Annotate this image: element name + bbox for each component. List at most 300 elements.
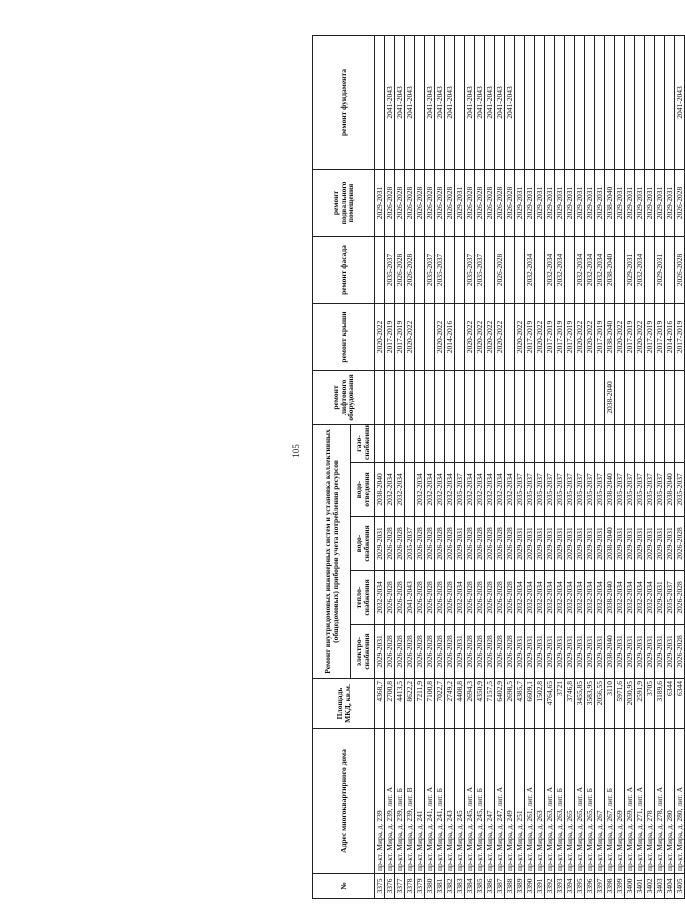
cell-address: пр-кт. Мира, д. 267: [595, 729, 605, 874]
cell-area: 4764,65: [545, 679, 555, 729]
cell-foundation: [645, 35, 655, 169]
cell-area: 4408,8: [455, 679, 465, 729]
cell-foundation: 2041-2043: [425, 35, 435, 169]
cell-elevator: [615, 370, 625, 424]
cell-drainage: 2038-2040: [605, 463, 615, 517]
table-row: [515, 35, 525, 898]
cell-gas: [555, 424, 565, 462]
cell-basement: 2026-2028: [495, 169, 505, 236]
cell-roof: 2014-2016: [665, 303, 675, 370]
cell-electro: 2026-2028: [405, 625, 415, 679]
cell-foundation: 2041-2043: [445, 35, 455, 169]
cell-elevator: [375, 370, 385, 424]
cell-foundation: 2041-2043: [465, 35, 475, 169]
cell-water: 2029-2031: [375, 517, 385, 571]
cell-electro: 2029-2031: [615, 625, 625, 679]
cell-heat: 2026-2028: [425, 571, 435, 625]
cell-facade: 2035-2037: [475, 236, 485, 303]
cell-num: 3401: [635, 874, 645, 899]
cell-gas: [605, 424, 615, 462]
cell-water: 2029-2031: [555, 517, 565, 571]
cell-drainage: 2035-2037: [645, 463, 655, 517]
cell-roof: 2020-2022: [465, 303, 475, 370]
table-row: [505, 35, 515, 898]
table-row: [375, 35, 385, 898]
cell-foundation: [605, 35, 615, 169]
cell-drainage: 2032-2034: [435, 463, 445, 517]
cell-num: 3393: [555, 874, 565, 899]
cell-drainage: [405, 463, 415, 517]
cell-address: пр-кт. Мира, д. 245, лит. А: [465, 729, 475, 874]
cell-roof: 2017-2019: [645, 303, 655, 370]
cell-drainage: 2032-2034: [495, 463, 505, 517]
cell-drainage: 2035-2037: [535, 463, 545, 517]
cell-num: 3399: [615, 874, 625, 899]
cell-area: 6344: [675, 679, 685, 729]
cell-roof: 2017-2019: [525, 303, 535, 370]
cell-water: 2029-2031: [655, 517, 665, 571]
cell-electro: 2026-2028: [395, 625, 405, 679]
header-basement: ремонт подвального помещения: [313, 169, 375, 236]
cell-electro: 2029-2031: [635, 625, 645, 679]
cell-gas: [665, 424, 675, 462]
cell-num: 3383: [455, 874, 465, 899]
cell-area: 3110: [605, 679, 615, 729]
cell-facade: 2026-2028: [395, 236, 405, 303]
cell-facade: 2038-2040: [605, 236, 615, 303]
cell-num: 3396: [585, 874, 595, 899]
cell-heat: 2032-2034: [575, 571, 585, 625]
cell-elevator: [675, 370, 685, 424]
cell-basement: 2029-2031: [615, 169, 625, 236]
cell-drainage: 2035-2037: [525, 463, 535, 517]
cell-elevator: [425, 370, 435, 424]
cell-drainage: 2035-2037: [565, 463, 575, 517]
cell-electro: 2029-2031: [455, 625, 465, 679]
cell-area: 2700,8: [385, 679, 395, 729]
cell-num: 3390: [525, 874, 535, 899]
table-body: [375, 35, 685, 898]
cell-num: 3400: [625, 874, 635, 899]
cell-water: 2029-2031: [565, 517, 575, 571]
cell-drainage: 2032-2034: [465, 463, 475, 517]
cell-elevator: [485, 370, 495, 424]
cell-foundation: [535, 35, 545, 169]
cell-elevator: [405, 370, 415, 424]
table-row: [665, 35, 675, 898]
cell-foundation: [515, 35, 525, 169]
cell-facade: [485, 236, 495, 303]
cell-roof: 2017-2019: [545, 303, 555, 370]
cell-area: 3721: [555, 679, 565, 729]
cell-drainage: 2035-2037: [515, 463, 525, 517]
cell-roof: 2020-2022: [535, 303, 545, 370]
table-row: [395, 35, 405, 898]
cell-elevator: [385, 370, 395, 424]
cell-heat: 2026-2028: [475, 571, 485, 625]
cell-water: 2029-2031: [525, 517, 535, 571]
rotated-table-container: [312, 36, 684, 899]
cell-heat: 2032-2034: [525, 571, 535, 625]
cell-basement: 2026-2028: [445, 169, 455, 236]
cell-water: 2026-2028: [435, 517, 445, 571]
cell-area: 4350,9: [475, 679, 485, 729]
cell-foundation: 2041-2043: [505, 35, 515, 169]
cell-foundation: [565, 35, 575, 169]
cell-water: 2026-2028: [445, 517, 455, 571]
cell-gas: [565, 424, 575, 462]
cell-area: 3455,85: [575, 679, 585, 729]
cell-drainage: 2035-2037: [615, 463, 625, 517]
cell-electro: 2038-2040: [605, 625, 615, 679]
cell-basement: 2026-2028: [425, 169, 435, 236]
cell-electro: 2029-2031: [375, 625, 385, 679]
table-row: [635, 35, 645, 898]
cell-roof: 2020-2022: [585, 303, 595, 370]
cell-foundation: [615, 35, 625, 169]
cell-elevator: [665, 370, 675, 424]
cell-gas: [535, 424, 545, 462]
cell-drainage: 2032-2034: [425, 463, 435, 517]
cell-gas: [595, 424, 605, 462]
table-row: [615, 35, 625, 898]
table-row: [415, 35, 425, 898]
cell-num: 3394: [565, 874, 575, 899]
cell-elevator: [445, 370, 455, 424]
header-electro: электро-снабжения: [351, 625, 375, 679]
cell-elevator: [415, 370, 425, 424]
cell-basement: 2029-2031: [555, 169, 565, 236]
cell-elevator: [635, 370, 645, 424]
table-row: [605, 35, 615, 898]
cell-elevator: [655, 370, 665, 424]
cell-heat: 2032-2034: [585, 571, 595, 625]
table-row: [485, 35, 495, 898]
cell-num: 3402: [645, 874, 655, 899]
cell-electro: 2029-2031: [625, 625, 635, 679]
cell-gas: [455, 424, 465, 462]
header-roof: ремонт крыши: [313, 303, 375, 370]
cell-roof: 2020-2022: [435, 303, 445, 370]
cell-foundation: [575, 35, 585, 169]
cell-address: пр-кт. Мира, д. 280: [665, 729, 675, 874]
cell-water: 2026-2028: [465, 517, 475, 571]
cell-basement: 2026-2028: [405, 169, 415, 236]
page-number: 105: [291, 444, 301, 458]
cell-gas: [545, 424, 555, 462]
cell-electro: 2029-2031: [535, 625, 545, 679]
cell-roof: 2020-2022: [635, 303, 645, 370]
cell-foundation: [375, 35, 385, 169]
table-row: [405, 35, 415, 898]
cell-water: 2029-2031: [515, 517, 525, 571]
cell-gas: [515, 424, 525, 462]
cell-elevator: [465, 370, 475, 424]
cell-water: 2029-2031: [455, 517, 465, 571]
cell-heat: 2032-2034: [375, 571, 385, 625]
cell-num: 3397: [595, 874, 605, 899]
cell-heat: 2032-2034: [455, 571, 465, 625]
cell-elevator: [505, 370, 515, 424]
cell-gas: [495, 424, 505, 462]
cell-heat: 2032-2034: [545, 571, 555, 625]
cell-roof: 2020-2022: [495, 303, 505, 370]
cell-gas: [415, 424, 425, 462]
cell-drainage: 2035-2037: [555, 463, 565, 517]
cell-area: 6344: [665, 679, 675, 729]
cell-area: 2694,3: [465, 679, 475, 729]
cell-area: 4413,5: [395, 679, 405, 729]
cell-facade: [565, 236, 575, 303]
cell-address: пр-кт. Мира, д. 245, лит. Б: [475, 729, 485, 874]
cell-heat: 2032-2034: [645, 571, 655, 625]
cell-roof: 2014-2016: [445, 303, 455, 370]
table-row: [475, 35, 485, 898]
cell-num: 3395: [575, 874, 585, 899]
cell-electro: 2029-2031: [645, 625, 655, 679]
cell-foundation: 2041-2043: [435, 35, 445, 169]
cell-elevator: 2038-2040: [605, 370, 615, 424]
cell-foundation: [455, 35, 465, 169]
cell-facade: 2032-2034: [575, 236, 585, 303]
cell-drainage: 2038-2040: [665, 463, 675, 517]
cell-facade: 2032-2034: [595, 236, 605, 303]
cell-foundation: 2041-2043: [475, 35, 485, 169]
table-row: [525, 35, 535, 898]
table-row: [495, 35, 505, 898]
cell-basement: 2026-2028: [465, 169, 475, 236]
cell-water: 2026-2028: [675, 517, 685, 571]
cell-facade: [505, 236, 515, 303]
cell-gas: [525, 424, 535, 462]
cell-area: 2698,5: [505, 679, 515, 729]
cell-gas: [635, 424, 645, 462]
cell-basement: 2029-2031: [545, 169, 555, 236]
cell-heat: 2026-2028: [395, 571, 405, 625]
cell-facade: 2032-2034: [585, 236, 595, 303]
cell-basement: 2026-2028: [415, 169, 425, 236]
cell-foundation: 2041-2043: [675, 35, 685, 169]
cell-basement: 2026-2028: [505, 169, 515, 236]
cell-roof: 2020-2022: [375, 303, 385, 370]
cell-address: пр-кт. Мира, д. 269, лит. А: [625, 729, 635, 874]
cell-basement: 2026-2028: [485, 169, 495, 236]
cell-facade: 2035-2037: [465, 236, 475, 303]
cell-heat: 2026-2028: [415, 571, 425, 625]
cell-facade: [455, 236, 465, 303]
cell-water: 2029-2031: [615, 517, 625, 571]
cell-foundation: [635, 35, 645, 169]
cell-drainage: 2032-2034: [395, 463, 405, 517]
header-address: Адрес многоквартирного дома: [313, 729, 375, 874]
cell-foundation: 2041-2043: [385, 35, 395, 169]
cell-facade: 2032-2034: [635, 236, 645, 303]
cell-roof: [415, 303, 425, 370]
cell-heat: 2032-2034: [635, 571, 645, 625]
cell-foundation: 2041-2043: [395, 35, 405, 169]
cell-drainage: 2035-2037: [635, 463, 645, 517]
cell-basement: 2026-2028: [435, 169, 445, 236]
table-row: [655, 35, 665, 898]
cell-facade: [645, 236, 655, 303]
header-num: №: [313, 874, 375, 899]
table-row: [675, 35, 685, 898]
cell-water: 2029-2031: [665, 517, 675, 571]
cell-num: 3403: [655, 874, 665, 899]
cell-heat: 2029-2031: [655, 571, 665, 625]
cell-facade: [665, 236, 675, 303]
cell-electro: 2026-2028: [425, 625, 435, 679]
cell-basement: 2029-2031: [525, 169, 535, 236]
capital-repair-table: [312, 35, 685, 899]
cell-elevator: [575, 370, 585, 424]
cell-facade: 2035-2037: [425, 236, 435, 303]
cell-roof: [455, 303, 465, 370]
cell-num: 3405: [675, 874, 685, 899]
cell-num: 3404: [665, 874, 675, 899]
cell-water: 2029-2031: [545, 517, 555, 571]
cell-gas: [505, 424, 515, 462]
cell-drainage: 2032-2034: [385, 463, 395, 517]
cell-address: пр-кт. Мира, д. 239: [375, 729, 385, 874]
cell-num: 3381: [435, 874, 445, 899]
cell-address: пр-кт. Мира, д. 278, лит. А: [655, 729, 665, 874]
cell-drainage: 2035-2037: [585, 463, 595, 517]
cell-roof: 2017-2019: [595, 303, 605, 370]
cell-electro: 2029-2031: [565, 625, 575, 679]
cell-area: 7100,8: [425, 679, 435, 729]
cell-electro: 2029-2031: [665, 625, 675, 679]
header-elevator: ремонт лифтового оборудования: [313, 370, 375, 424]
cell-gas: [465, 424, 475, 462]
cell-elevator: [545, 370, 555, 424]
cell-electro: 2029-2031: [525, 625, 535, 679]
cell-gas: [675, 424, 685, 462]
cell-num: 3376: [385, 874, 395, 899]
cell-gas: [425, 424, 435, 462]
cell-foundation: [585, 35, 595, 169]
cell-roof: 2017-2019: [625, 303, 635, 370]
cell-heat: 2026-2028: [385, 571, 395, 625]
cell-water: 2029-2031: [575, 517, 585, 571]
cell-electro: 2029-2031: [655, 625, 665, 679]
cell-electro: 2026-2028: [495, 625, 505, 679]
cell-electro: 2029-2031: [575, 625, 585, 679]
cell-heat: 2038-2040: [605, 571, 615, 625]
cell-area: 7157,5: [485, 679, 495, 729]
cell-address: пр-кт. Мира, д. 239, лит. В: [405, 729, 415, 874]
cell-roof: 2020-2022: [475, 303, 485, 370]
cell-elevator: [595, 370, 605, 424]
cell-address: пр-кт. Мира, д. 239, лит. Б: [395, 729, 405, 874]
cell-water: 2029-2031: [645, 517, 655, 571]
cell-address: пр-кт. Мира, д. 280, лит. А: [675, 729, 685, 874]
cell-foundation: [415, 35, 425, 169]
cell-foundation: [525, 35, 535, 169]
cell-gas: [625, 424, 635, 462]
cell-gas: [615, 424, 625, 462]
cell-roof: 2020-2022: [515, 303, 525, 370]
cell-electro: 2026-2028: [415, 625, 425, 679]
cell-water: 2029-2031: [625, 517, 635, 571]
cell-drainage: 2035-2037: [625, 463, 635, 517]
cell-address: пр-кт. Мира, д. 261, лит. А: [525, 729, 535, 874]
table-row: [435, 35, 445, 898]
cell-heat: 2026-2028: [495, 571, 505, 625]
cell-area: 4368,7: [375, 679, 385, 729]
cell-num: 3387: [495, 874, 505, 899]
cell-gas: [485, 424, 495, 462]
cell-electro: 2029-2031: [595, 625, 605, 679]
cell-basement: 2029-2031: [655, 169, 665, 236]
cell-area: 3189,6: [655, 679, 665, 729]
cell-drainage: 2035-2037: [595, 463, 605, 517]
cell-num: 3389: [515, 874, 525, 899]
cell-facade: [445, 236, 455, 303]
cell-heat: 2026-2028: [445, 571, 455, 625]
cell-num: 3382: [445, 874, 455, 899]
cell-facade: 2029-2031: [655, 236, 665, 303]
cell-water: 2029-2031: [585, 517, 595, 571]
cell-basement: 2026-2028: [385, 169, 395, 236]
cell-roof: 2017-2019: [675, 303, 685, 370]
header-heat: тепло-снабжения: [351, 571, 375, 625]
cell-electro: 2029-2031: [515, 625, 525, 679]
cell-drainage: 2035-2037: [545, 463, 555, 517]
cell-basement: 2029-2031: [625, 169, 635, 236]
cell-basement: 2029-2031: [645, 169, 655, 236]
cell-basement: 2029-2031: [515, 169, 525, 236]
cell-area: 2056,55: [595, 679, 605, 729]
cell-num: 3379: [415, 874, 425, 899]
cell-roof: 2020-2022: [615, 303, 625, 370]
cell-facade: 2032-2034: [555, 236, 565, 303]
header-foundation: ремонт фундамента: [313, 35, 375, 169]
cell-electro: 2026-2028: [435, 625, 445, 679]
cell-num: 3385: [475, 874, 485, 899]
cell-gas: [445, 424, 455, 462]
cell-gas: [655, 424, 665, 462]
table-row: [595, 35, 605, 898]
cell-basement: 2029-2031: [535, 169, 545, 236]
cell-gas: [645, 424, 655, 462]
cell-foundation: [545, 35, 555, 169]
cell-area: 8622,2: [405, 679, 415, 729]
cell-area: 3583,95: [585, 679, 595, 729]
cell-address: пр-кт. Мира, д. 251: [515, 729, 525, 874]
cell-facade: 2032-2034: [525, 236, 535, 303]
cell-facade: 2035-2037: [435, 236, 445, 303]
cell-basement: 2038-2040: [605, 169, 615, 236]
cell-water: 2026-2028: [475, 517, 485, 571]
cell-elevator: [625, 370, 635, 424]
cell-num: 3375: [375, 874, 385, 899]
cell-basement: 2029-2031: [595, 169, 605, 236]
cell-address: пр-кт. Мира, д. 271, лит. А: [635, 729, 645, 874]
cell-gas: [405, 424, 415, 462]
cell-elevator: [495, 370, 505, 424]
cell-roof: 2017-2019: [385, 303, 395, 370]
table-row: [565, 35, 575, 898]
cell-elevator: [565, 370, 575, 424]
cell-address: пр-кт. Мира, д. 243: [445, 729, 455, 874]
header-area: Площадь МКД, кв.м.: [313, 679, 375, 729]
cell-basement: 2026-2028: [395, 169, 405, 236]
table-row: [555, 35, 565, 898]
cell-area: 3705: [645, 679, 655, 729]
cell-area: 7022,7: [435, 679, 445, 729]
cell-num: 3384: [465, 874, 475, 899]
